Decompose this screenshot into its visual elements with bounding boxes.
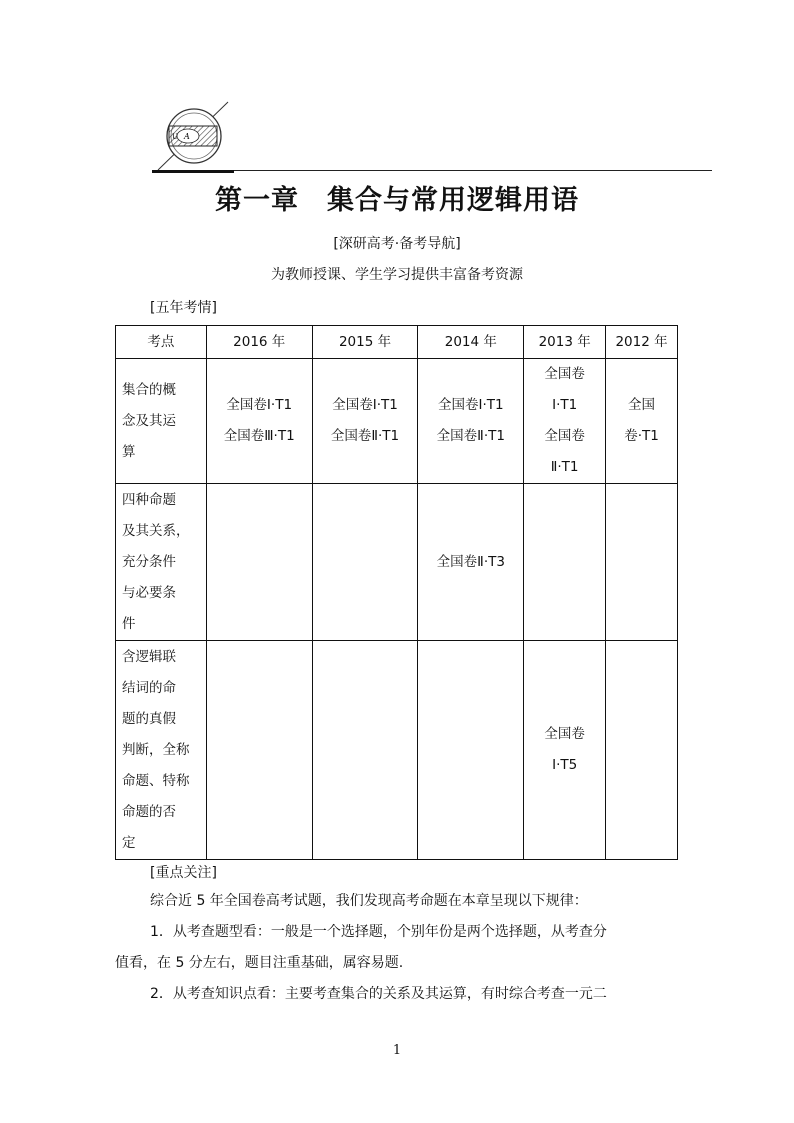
table-cell: [312, 484, 418, 641]
focus-intro: 综合近 5 年全国卷高考试题，我们发现高考命题在本章呈现以下规律：: [150, 893, 588, 909]
table-cell: 全国卷 Ⅰ·T5: [524, 641, 606, 860]
table-cell: 全国卷 Ⅰ·T1 全国卷 Ⅱ·T1: [524, 359, 606, 484]
header-rule-accent: [152, 170, 234, 173]
exam-table: [115, 325, 678, 860]
topic-cell: 含逻辑联 结词的命 题的真假 判断，全称 命题、特称 命题的否 定: [116, 641, 207, 860]
table-header-row: [116, 326, 678, 359]
chapter-title: 第一章 集合与常用逻辑用语: [215, 185, 579, 216]
table-row: [116, 641, 678, 860]
topic-cell: 四种命题 及其关系， 充分条件 与必要条 件: [116, 484, 207, 641]
chapter-tagline: 为教师授课、学生学习提供丰富备考资源: [271, 267, 523, 283]
topic-cell: 集合的概 念及其运 算: [116, 359, 207, 484]
column-header: 考点: [116, 326, 207, 359]
table-cell: [312, 641, 418, 860]
chapter-subtitle: [深研高考·备考导航]: [333, 236, 461, 252]
table-cell: 全国卷Ⅰ·T1 全国卷Ⅱ·T1: [312, 359, 418, 484]
header-rule: [152, 170, 712, 171]
svg-text:U: U: [172, 133, 178, 141]
focus-point-1-line-1: 1．从考查题型看：一般是一个选择题，个别年份是两个选择题，从考查分: [150, 924, 607, 940]
table-cell: [606, 641, 678, 860]
focus-point-1-line-2: 值看，在 5 分左右，题目注重基础，属容易题.: [115, 955, 404, 971]
table-row: [116, 484, 678, 641]
column-header: 2012 年: [606, 326, 678, 359]
table-cell: [606, 484, 678, 641]
table-cell: 全国 卷·T1: [606, 359, 678, 484]
page-number: 1: [392, 1043, 402, 1058]
five-year-heading: [五年考情]: [150, 300, 217, 316]
table-cell: [418, 641, 524, 860]
table-cell: 全国卷Ⅰ·T1 全国卷Ⅲ·T1: [206, 359, 312, 484]
svg-text:A: A: [184, 132, 190, 141]
column-header: 2015 年: [312, 326, 418, 359]
focus-heading: [重点关注]: [150, 865, 217, 881]
column-header: 2014 年: [418, 326, 524, 359]
table-cell: 全国卷Ⅱ·T3: [418, 484, 524, 641]
column-header: 2013 年: [524, 326, 606, 359]
table-cell: [206, 641, 312, 860]
chapter-emblem-icon: [152, 98, 232, 174]
focus-point-2-line-1: 2．从考查知识点看：主要考查集合的关系及其运算，有时综合考查一元二: [150, 986, 607, 1002]
table-row: [116, 359, 678, 484]
column-header: 2016 年: [206, 326, 312, 359]
table-cell: [524, 484, 606, 641]
table-cell: 全国卷Ⅰ·T1 全国卷Ⅱ·T1: [418, 359, 524, 484]
table-cell: [206, 484, 312, 641]
